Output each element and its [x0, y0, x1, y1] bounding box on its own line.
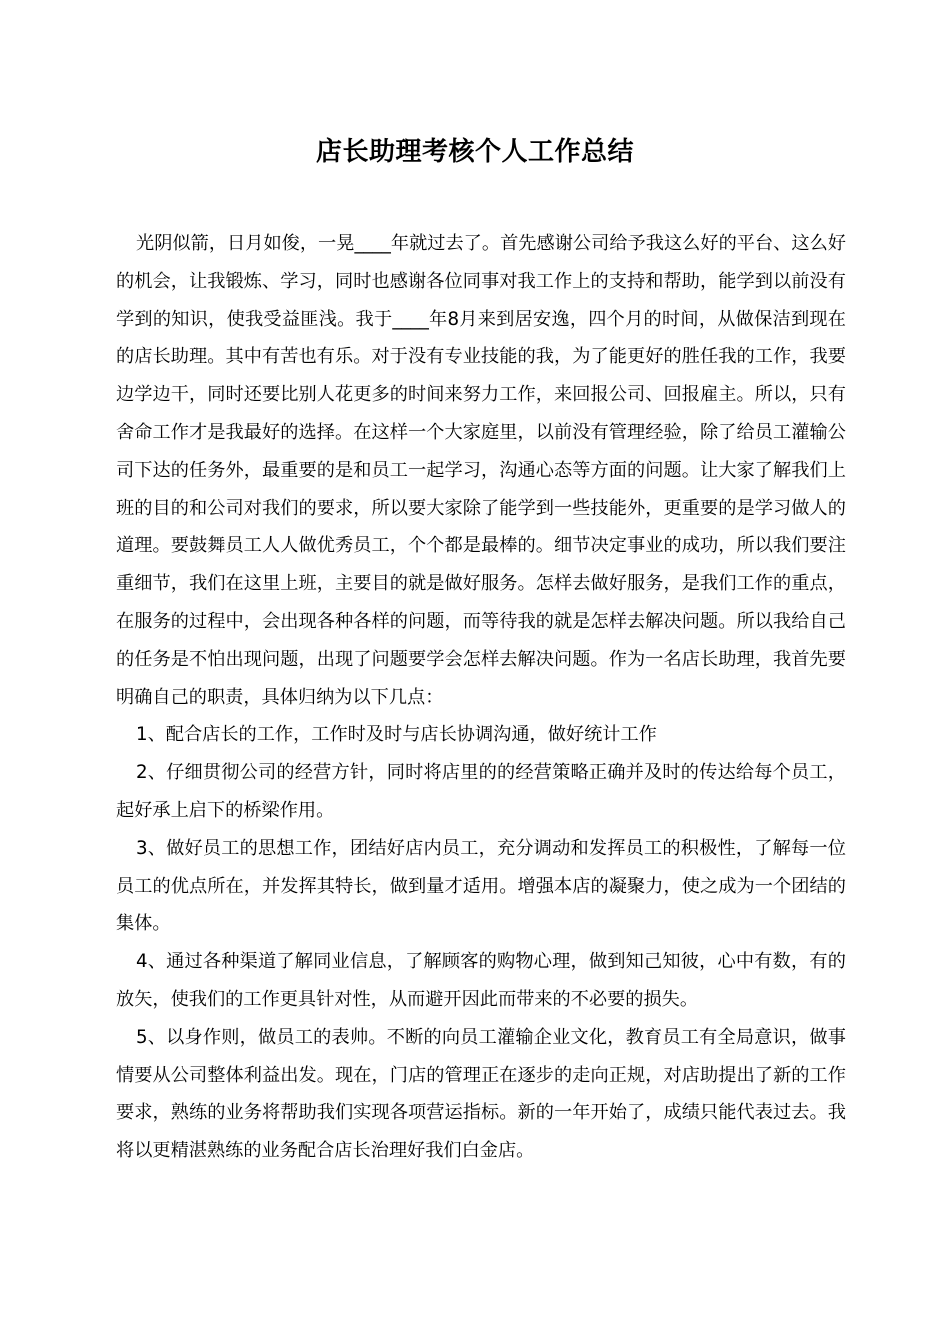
duty-item-4: 4、通过各种渠道了解同业信息，了解顾客的购物心理，做到知己知彼，心中有数，有的放矢，使我们的工作更具针对性，从而避开因此而带来的不必要的损失。 [116, 951, 846, 1010]
duty-item-3: 3、做好员工的思想工作，团结好店内员工，充分调动和发挥员工的积极性，了解每一位员工的优点所在，并发挥其特长，做到量才适用。增强本店的凝聚力，使之成为一个团结的集体。 [116, 837, 846, 935]
document-body [116, 225, 846, 1170]
document-title: 店长助理考核个人工作总结 [315, 137, 634, 167]
duty-item-5: 5、以身作则，做员工的表帅。不断的向员工灌输企业文化，教育员工有全局意识，做事情要从公司整体利益出发。现在，门店的管理正在逐步的走向正规，对店助提出了新的工作要求，熟练的业务将帮助我们实现各项营运指标。新的一年开始了，成绩只能代表过去。我将以更精湛熟练的业务配合店长治理好我们白金店。 [116, 1026, 846, 1162]
duty-item-1: 1、配合店长的工作，工作时及时与店长协调沟通，做好统计工作 [136, 724, 657, 746]
duty-item-2: 2、仔细贯彻公司的经营方针，同时将店里的的经营策略正确并及时的传达给每个员工，起好承上启下的桥梁作用。 [116, 762, 846, 821]
intro-paragraph: 光阴似箭，日月如俊，一晃____年就过去了。首先感谢公司给予我这么好的平台、这么好的机会，让我锻炼、学习，同时也感谢各位同事对我工作上的支持和帮助，能学到以前没有学到的知识，使我受益匪浅。我于____年8月来到居安逸，四个月的时间，从做保洁到现在的店长助理。其中有苦也有乐。对于没有专业技能的我，为了能更好的胜任我的工作，我要边学边干，同时还要比别人花更多的时间来努力工作，来回报公司、回报雇主。所以，只有舍命工作才是我最好的选择。在这样一个大家庭里，以前没有管理经验，除了给员工灌输公司下达的任务外，最重要的是和员工一起学习，沟通心态等方面的问题。让大家了解我们上班的目的和公司对我们的要求，所以要大家除了能学到一些技能外，更重要的是学习做人的道理。要鼓舞员工人人做优秀员工，个个都是最棒的。细节决定事业的成功，所以我们要注重细节，我们在这里上班，主要目的就是做好服务。怎样去做好服务，是我们工作的重点，在服务的过程中，会出现各种各样的问题，而等待我的就是怎样去解决问题。所以我给自己的任务是不怕出现问题，出现了问题要学会怎样去解决问题。作为一名店长助理，我首先要明确自己的职责，具体归纳为以下几点： [116, 233, 846, 708]
